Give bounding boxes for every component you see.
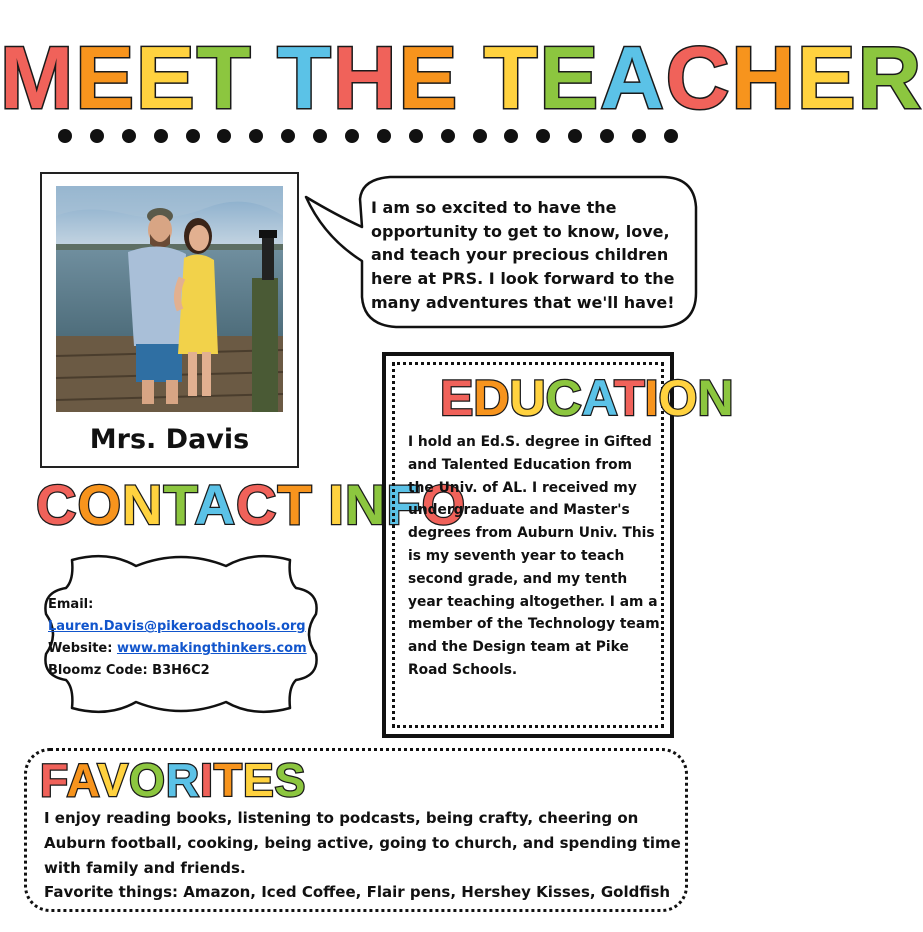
contact-heading-letter: T xyxy=(277,473,313,536)
contact-heading-letter: O xyxy=(421,473,467,536)
favorites-paragraph: I enjoy reading books, listening to podcasts, being crafty, cheering on Auburn football, cooking, being active, going to church, and spending time with family and friends. xyxy=(44,809,681,877)
divider-dot xyxy=(632,129,646,143)
title-letter: H xyxy=(332,28,399,127)
education-text: I hold an Ed.S. degree in Gifted and Talented Education from the Univ. of AL. I received my undergraduate and Master's degrees from Auburn Univ. This is my seventh year to teach second grade, and my tenth year teaching altogether. I am a member of the Technology team and the Design team at Pike Road Schools. xyxy=(408,434,660,678)
contact-heading-letter: F xyxy=(386,473,422,536)
title-letter: C xyxy=(665,28,732,127)
education-heading xyxy=(440,370,734,426)
title-letter: E xyxy=(539,28,601,127)
email-link[interactable]: Lauren.Davis@pikeroadschools.org xyxy=(48,619,306,634)
contact-heading-space xyxy=(313,472,329,538)
title-letter: T xyxy=(483,28,540,127)
teacher-name: Mrs. Davis xyxy=(89,424,250,455)
education-heading-letter: E xyxy=(440,370,474,426)
favorites-heading-letter: R xyxy=(165,754,201,806)
favorites-heading-letter: F xyxy=(40,754,67,806)
favorites-heading-letter: V xyxy=(97,754,130,806)
title-letter: R xyxy=(857,28,923,127)
divider-dot xyxy=(154,129,168,143)
divider-dot xyxy=(186,129,200,143)
divider-dot xyxy=(664,129,678,143)
title-letter: T xyxy=(277,28,333,127)
title-letter: A xyxy=(600,28,666,127)
title-letter: E xyxy=(136,28,197,127)
divider-dot xyxy=(58,129,72,143)
divider-dot xyxy=(377,129,391,143)
favorites-heading-letter: T xyxy=(213,754,243,806)
education-heading-letter: O xyxy=(658,370,698,426)
contact-heading-letter: I xyxy=(328,473,345,536)
favorites-heading-letter: A xyxy=(66,754,98,806)
divider-dot xyxy=(281,129,295,143)
contact-heading-letter: C xyxy=(235,473,278,536)
divider-dot xyxy=(536,129,550,143)
education-heading-letter: A xyxy=(581,370,615,426)
divider-dot xyxy=(473,129,487,143)
divider-dot xyxy=(313,129,327,143)
contact-info-heading xyxy=(36,472,467,538)
favorites-heading-letter: O xyxy=(129,754,166,806)
divider-dot xyxy=(600,129,614,143)
title-space xyxy=(459,22,484,134)
divider-dot xyxy=(409,129,423,143)
contact-heading-letter: N xyxy=(122,473,164,536)
website-label: Website: xyxy=(48,641,113,656)
title-letter: T xyxy=(196,28,253,127)
photo-of-teacher-couple-icon xyxy=(56,186,283,412)
contact-heading-letter: C xyxy=(36,473,78,536)
divider-dot xyxy=(217,129,231,143)
education-heading-letter: D xyxy=(473,370,510,426)
email-label: Email: xyxy=(48,597,94,612)
education-heading-letter: U xyxy=(509,370,546,426)
page-title xyxy=(0,22,923,134)
favorites-text xyxy=(44,806,684,905)
teacher-photo xyxy=(56,186,283,412)
favorites-heading-letter: E xyxy=(242,754,275,806)
title-letter: E xyxy=(75,28,137,127)
title-space xyxy=(252,22,277,134)
contact-heading-letter: O xyxy=(77,473,123,536)
education-heading-letter: N xyxy=(697,370,734,426)
divider-dot xyxy=(249,129,263,143)
contact-heading-letter: T xyxy=(163,473,195,536)
title-letter: H xyxy=(731,28,797,127)
divider-dot xyxy=(504,129,518,143)
divider-dot xyxy=(90,129,104,143)
bloomz-code: Bloomz Code: B3H6C2 xyxy=(48,663,210,678)
education-heading-letter: I xyxy=(644,370,659,426)
divider-dot xyxy=(568,129,582,143)
dot-divider xyxy=(58,127,678,145)
divider-dot xyxy=(345,129,359,143)
divider-dot xyxy=(441,129,455,143)
contact-heading-letter: A xyxy=(194,473,236,536)
teacher-photo-frame xyxy=(40,172,299,468)
favorite-things: Favorite things: Amazon, Iced Coffee, Flair pens, Hershey Kisses, Goldfish xyxy=(44,883,671,902)
favorites-heading-letter: S xyxy=(274,754,307,806)
contact-details xyxy=(48,594,316,682)
favorites-heading xyxy=(40,754,306,806)
education-heading-letter: T xyxy=(614,370,645,426)
website-link[interactable]: www.makingthinkers.com xyxy=(116,641,307,656)
title-letter: M xyxy=(0,28,76,127)
education-heading-letter: C xyxy=(545,370,582,426)
title-letter: E xyxy=(796,28,858,127)
speech-bubble-text: I am so excited to have the opportunity to get to know, love, and teach your precious children here at PRS. I look forward to the many adventures that we'll have! xyxy=(371,198,675,312)
divider-dot xyxy=(122,129,136,143)
contact-heading-letter: N xyxy=(344,473,387,536)
title-letter: E xyxy=(398,28,460,127)
favorites-heading-letter: I xyxy=(200,754,214,806)
